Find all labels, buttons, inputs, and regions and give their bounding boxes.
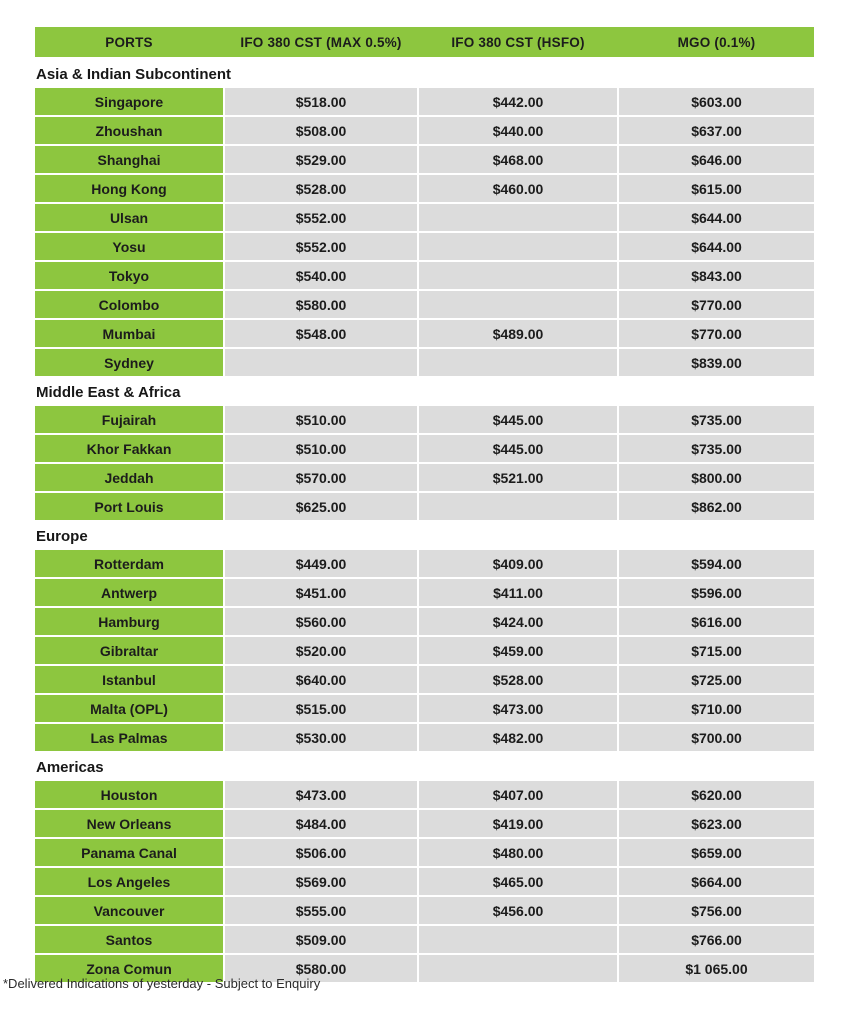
- price-cell: $1 065.00: [619, 955, 814, 982]
- price-cell: $540.00: [225, 262, 417, 289]
- table-row: [35, 579, 814, 606]
- price-cell: [419, 262, 617, 289]
- port-cell: Gibraltar: [35, 637, 223, 664]
- port-cell: Zona Comun: [35, 955, 223, 982]
- price-cell: $644.00: [619, 204, 814, 231]
- price-cell: $839.00: [619, 349, 814, 376]
- price-cell: $700.00: [619, 724, 814, 751]
- price-cell: $473.00: [225, 781, 417, 808]
- price-cell: $735.00: [619, 435, 814, 462]
- price-cell: $659.00: [619, 839, 814, 866]
- port-cell: Los Angeles: [35, 868, 223, 895]
- port-cell: Rotterdam: [35, 550, 223, 577]
- price-cell: $615.00: [619, 175, 814, 202]
- price-cell: $603.00: [619, 88, 814, 115]
- price-cell: $569.00: [225, 868, 417, 895]
- port-cell: Mumbai: [35, 320, 223, 347]
- price-cell: $459.00: [419, 637, 617, 664]
- price-cell: $623.00: [619, 810, 814, 837]
- port-cell: Tokyo: [35, 262, 223, 289]
- price-cell: $800.00: [619, 464, 814, 491]
- price-cell: $616.00: [619, 608, 814, 635]
- price-cell: $508.00: [225, 117, 417, 144]
- section-label-0: Asia & Indian Subcontinent: [36, 66, 232, 83]
- price-cell: $445.00: [419, 406, 617, 433]
- price-cell: $560.00: [225, 608, 417, 635]
- price-cell: $482.00: [419, 724, 617, 751]
- port-cell: Santos: [35, 926, 223, 953]
- table-row: [35, 810, 814, 837]
- price-cell: $580.00: [225, 291, 417, 318]
- price-cell: [419, 955, 617, 982]
- price-cell: $407.00: [419, 781, 617, 808]
- price-cell: $570.00: [225, 464, 417, 491]
- price-cell: $451.00: [225, 579, 417, 606]
- price-cell: $766.00: [619, 926, 814, 953]
- port-cell: Las Palmas: [35, 724, 223, 751]
- header-ifo380-hsfo: IFO 380 CST (HSFO): [451, 34, 585, 50]
- price-cell: $449.00: [225, 550, 417, 577]
- price-cell: $715.00: [619, 637, 814, 664]
- table-body: [35, 60, 814, 982]
- price-cell: $555.00: [225, 897, 417, 924]
- price-cell: $460.00: [419, 175, 617, 202]
- price-cell: $664.00: [619, 868, 814, 895]
- price-cell: $510.00: [225, 406, 417, 433]
- table-row: [35, 666, 814, 693]
- port-cell: Ulsan: [35, 204, 223, 231]
- price-cell: $509.00: [225, 926, 417, 953]
- table-row: [35, 493, 814, 520]
- port-cell: Panama Canal: [35, 839, 223, 866]
- price-cell: $620.00: [619, 781, 814, 808]
- port-cell: Sydney: [35, 349, 223, 376]
- table-row: [35, 550, 814, 577]
- price-cell: [419, 291, 617, 318]
- price-cell: $528.00: [225, 175, 417, 202]
- section-label-3: Americas: [36, 759, 104, 776]
- price-cell: $640.00: [225, 666, 417, 693]
- price-cell: $625.00: [225, 493, 417, 520]
- price-cell: $843.00: [619, 262, 814, 289]
- price-cell: $756.00: [619, 897, 814, 924]
- table-row: [35, 117, 814, 144]
- header-ifo380-max05: IFO 380 CST (MAX 0.5%): [240, 34, 402, 50]
- table-row: [35, 146, 814, 173]
- table-row: [35, 435, 814, 462]
- table-row: [35, 839, 814, 866]
- port-cell: Istanbul: [35, 666, 223, 693]
- table-row: [35, 695, 814, 722]
- price-cell: $520.00: [225, 637, 417, 664]
- price-cell: $580.00: [225, 955, 417, 982]
- port-cell: Yosu: [35, 233, 223, 260]
- price-cell: $506.00: [225, 839, 417, 866]
- price-cell: $710.00: [619, 695, 814, 722]
- table-row: [35, 724, 814, 751]
- table-row: [35, 233, 814, 260]
- section-label-1: Middle East & Africa: [36, 384, 181, 401]
- table-row: [35, 88, 814, 115]
- price-cell: $552.00: [225, 233, 417, 260]
- price-cell: [419, 233, 617, 260]
- port-cell: Malta (OPL): [35, 695, 223, 722]
- table-row: [35, 204, 814, 231]
- price-cell: $637.00: [619, 117, 814, 144]
- port-cell: Colombo: [35, 291, 223, 318]
- table-row: [35, 175, 814, 202]
- port-cell: Hong Kong: [35, 175, 223, 202]
- price-cell: $510.00: [225, 435, 417, 462]
- table-row: [35, 464, 814, 491]
- table-header-row: [35, 27, 814, 57]
- price-cell: $644.00: [619, 233, 814, 260]
- price-cell: $473.00: [419, 695, 617, 722]
- price-cell: $442.00: [419, 88, 617, 115]
- port-cell: Singapore: [35, 88, 223, 115]
- price-cell: $596.00: [619, 579, 814, 606]
- table-row: [35, 781, 814, 808]
- price-cell: $552.00: [225, 204, 417, 231]
- table-row: [35, 262, 814, 289]
- price-cell: $440.00: [419, 117, 617, 144]
- price-cell: [419, 349, 617, 376]
- port-cell: Antwerp: [35, 579, 223, 606]
- port-cell: Shanghai: [35, 146, 223, 173]
- price-cell: $521.00: [419, 464, 617, 491]
- table-row: [35, 349, 814, 376]
- price-cell: $484.00: [225, 810, 417, 837]
- price-cell: $725.00: [619, 666, 814, 693]
- table-row: [35, 608, 814, 635]
- price-cell: $465.00: [419, 868, 617, 895]
- price-cell: [419, 204, 617, 231]
- price-cell: $548.00: [225, 320, 417, 347]
- table-row: [35, 320, 814, 347]
- price-cell: $489.00: [419, 320, 617, 347]
- port-cell: Houston: [35, 781, 223, 808]
- price-cell: $456.00: [419, 897, 617, 924]
- port-cell: Port Louis: [35, 493, 223, 520]
- price-cell: $409.00: [419, 550, 617, 577]
- port-cell: New Orleans: [35, 810, 223, 837]
- price-cell: $419.00: [419, 810, 617, 837]
- price-cell: $528.00: [419, 666, 617, 693]
- port-cell: Hamburg: [35, 608, 223, 635]
- table-row: [35, 868, 814, 895]
- header-ports: PORTS: [105, 34, 153, 50]
- price-cell: [225, 349, 417, 376]
- table-row: [35, 406, 814, 433]
- port-cell: Zhoushan: [35, 117, 223, 144]
- section-label-2: Europe: [36, 528, 88, 545]
- price-cell: $518.00: [225, 88, 417, 115]
- price-cell: $468.00: [419, 146, 617, 173]
- price-cell: $594.00: [619, 550, 814, 577]
- price-cell: $646.00: [619, 146, 814, 173]
- price-cell: $480.00: [419, 839, 617, 866]
- price-cell: $862.00: [619, 493, 814, 520]
- price-cell: $735.00: [619, 406, 814, 433]
- price-cell: $515.00: [225, 695, 417, 722]
- footnote: *Delivered Indications of yesterday - Subject to Enquiry: [3, 976, 321, 991]
- price-cell: $529.00: [225, 146, 417, 173]
- price-cell: $424.00: [419, 608, 617, 635]
- table-row: [35, 291, 814, 318]
- price-cell: $445.00: [419, 435, 617, 462]
- port-cell: Jeddah: [35, 464, 223, 491]
- price-cell: $770.00: [619, 320, 814, 347]
- bunker-price-table: [35, 27, 814, 984]
- price-cell: $411.00: [419, 579, 617, 606]
- price-cell: [419, 926, 617, 953]
- table-row: [35, 637, 814, 664]
- price-cell: $770.00: [619, 291, 814, 318]
- price-cell: $530.00: [225, 724, 417, 751]
- table-row: [35, 897, 814, 924]
- header-mgo: MGO (0.1%): [677, 34, 756, 50]
- port-cell: Khor Fakkan: [35, 435, 223, 462]
- port-cell: Fujairah: [35, 406, 223, 433]
- port-cell: Vancouver: [35, 897, 223, 924]
- price-cell: [419, 493, 617, 520]
- table-row: [35, 926, 814, 953]
